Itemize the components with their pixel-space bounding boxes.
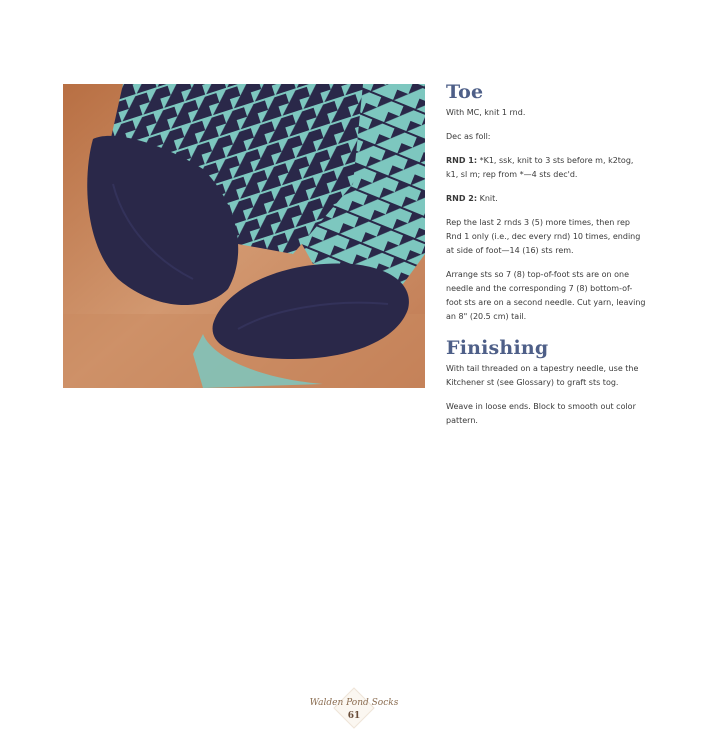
rnd1-text: *K1, ssk, knit to 3 sts before m, k2tog, k1, sl m; rep from *—4 sts dec'd. bbox=[446, 156, 634, 179]
rnd2-text: Knit. bbox=[477, 194, 498, 203]
diamond-ornament-icon bbox=[333, 687, 375, 729]
sock-photo bbox=[63, 84, 425, 388]
page-footer bbox=[0, 685, 708, 735]
toe-paragraph-4: Arrange sts so 7 (8) top-of-foot sts are on one needle and the corresponding 7 (8) bottom-of-foot sts are on a second needle. Cut yarn, leaving an 8" (20.5 cm) tail. bbox=[446, 270, 646, 321]
finishing-paragraph-1: With tail threaded on a tapestry needle, use the Kitchener st (see Glossary) to graft sts tog. bbox=[446, 364, 639, 387]
rnd1-paragraph bbox=[446, 154, 646, 182]
instructions-column bbox=[446, 80, 646, 438]
toe-heading: Toe bbox=[446, 81, 484, 103]
page-number: 61 bbox=[347, 711, 361, 721]
rnd2-paragraph bbox=[446, 192, 646, 206]
rnd1-label: RND 1: bbox=[446, 156, 478, 165]
toe-paragraph-1: With MC, knit 1 rnd. bbox=[446, 108, 526, 117]
finishing-heading: Finishing bbox=[446, 337, 549, 359]
toe-paragraph-2: Dec as foll: bbox=[446, 132, 491, 141]
finishing-paragraph-2: Weave in loose ends. Block to smooth out color pattern. bbox=[446, 402, 636, 425]
toe-paragraph-3: Rep the last 2 rnds 3 (5) more times, then rep Rnd 1 only (i.e., dec every rnd) 10 times, ending at side of foot—14 (16) sts rem. bbox=[446, 218, 641, 255]
running-title: Walden Pond Socks bbox=[309, 698, 399, 708]
rnd2-label: RND 2: bbox=[446, 194, 478, 203]
